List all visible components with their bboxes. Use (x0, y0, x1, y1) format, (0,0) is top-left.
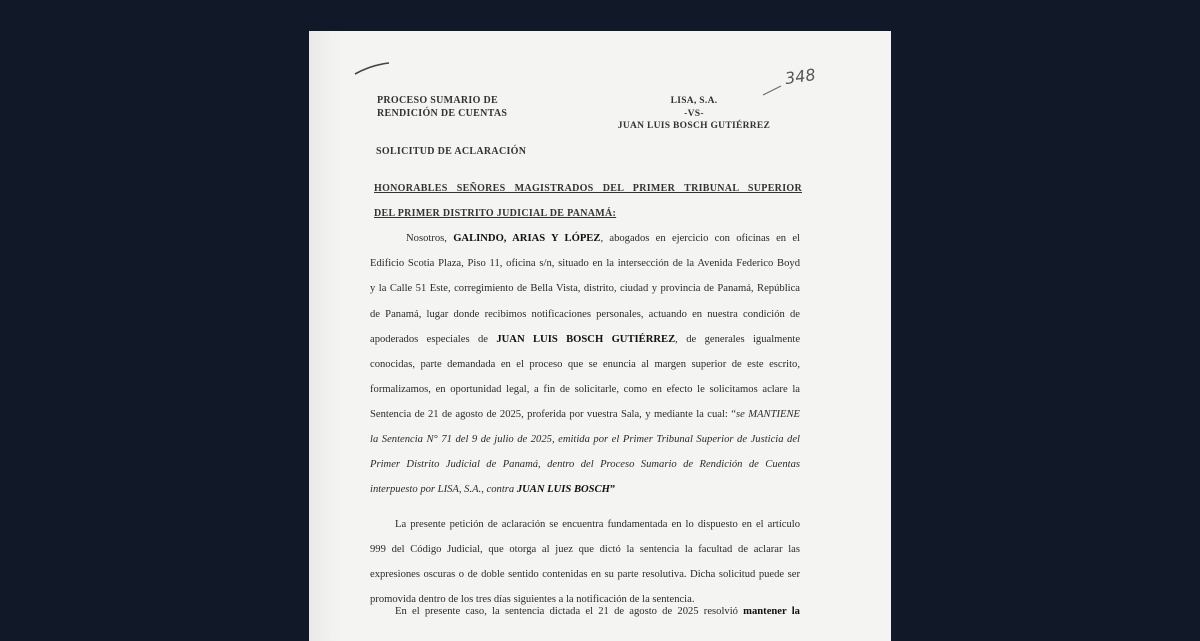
text-segment: En el presente caso, la sentencia dictada el 21 de agosto de 2025 resolvió (395, 606, 744, 617)
paragraph-2-line (370, 543, 800, 556)
text-segment: la Sentencia N° 71 del 9 de julio de 2025, emitida por el Primer Tribunal Superior de Justicia del (370, 434, 800, 445)
paragraph-1-line (406, 232, 800, 245)
text-segment: Nosotros, (406, 233, 454, 244)
text-segment: expresiones oscuras o de doble sentido contenidas en su parte resolutiva. Dicha solicitud puede ser (370, 569, 800, 580)
addressee-line: HONORABLES SEÑORES MAGISTRADOS DEL PRIMER TRIBUNAL SUPERIOR (374, 183, 802, 194)
handwritten-check-mark (353, 61, 393, 77)
addressee-line: DEL PRIMER DISTRITO JUDICIAL DE PANAMÁ: (374, 208, 617, 219)
text-segment: GALINDO, ARIAS Y LÓPEZ (453, 233, 601, 244)
text-segment: mantener la (743, 606, 800, 617)
text-segment: JUAN LUIS BOSCH (516, 484, 610, 495)
parties-header (549, 95, 839, 133)
defendant: JUAN LUIS BOSCH GUTIÉRREZ (617, 121, 771, 131)
text-segment: 999 del Código Judicial, que otorga al juez que dictó la sentencia la facultad de aclarar las (370, 544, 800, 555)
case-type-line: RENDICIÓN DE CUENTAS (377, 107, 508, 119)
versus: -VS- (684, 108, 704, 119)
paragraph-1-line (370, 433, 800, 446)
paragraph-1-line (370, 458, 800, 471)
paragraph-2-line (370, 568, 800, 581)
paragraph-3-line (395, 605, 800, 618)
text-segment: interpuesto por LISA, S.A., contra (370, 484, 517, 495)
handwritten-page-number: 348 (783, 64, 817, 89)
text-segment: JUAN LUIS BOSCH GUTIÉRREZ (496, 334, 676, 345)
scanned-document-page (309, 31, 891, 641)
text-segment: La presente petición de aclaración se encuentra fundamentada en lo dispuesto en el artículo (395, 519, 800, 530)
paragraph-1-line (370, 257, 800, 270)
text-segment: Sentencia de 21 de agosto de 2025, proferida por vuestra Sala, y mediante la cual: “ (370, 409, 736, 420)
paragraph-1-line (370, 333, 800, 346)
paragraph-1-line (370, 483, 800, 496)
paragraph-2-line (395, 518, 800, 531)
text-segment: apoderados especiales de (370, 334, 497, 345)
text-segment: Primer Distrito Judicial de Panamá, dentro del Proceso Sumario de Rendición de Cuentas (370, 459, 800, 470)
text-segment: y la Calle 51 Este, corregimiento de Bella Vista, distrito, ciudad y provincia de Panamá, República (370, 283, 800, 294)
text-segment: , de generales igualmente (675, 334, 801, 345)
paragraph-1-line (370, 358, 800, 371)
paragraph-1-line (370, 308, 800, 321)
text-segment: ” (609, 484, 616, 495)
text-segment: de Panamá, lugar donde recibimos notificaciones personales, actuando en nuestra condición de (370, 309, 800, 320)
text-segment: formalizamos, en oportunidad legal, a fin de solicitarle, como en efecto le solicitamos aclare la (370, 384, 800, 395)
paragraph-1-line (370, 408, 800, 421)
text-segment: conocidas, parte demandada en el proceso que se enuncia al margen superior de este escrito, (370, 359, 800, 370)
paragraph-1-line (370, 383, 800, 396)
case-type-line: PROCESO SUMARIO DE (377, 95, 498, 106)
plaintiff: LISA, S.A. (670, 96, 718, 106)
text-segment: promovida dentro de los tres días siguientes a la notificación de la sentencia. (370, 594, 695, 605)
document-title: SOLICITUD DE ACLARACIÓN (376, 146, 527, 157)
text-segment: Edificio Scotia Plaza, Piso 11, oficina s/n, situado en la intersección de la Avenida Federico Boyd (370, 258, 800, 269)
case-type-header (377, 95, 507, 120)
paragraph-1-line (370, 282, 800, 295)
text-segment: se MANTIENE (735, 409, 800, 420)
text-segment: , abogados en ejercicio con oficinas en el (600, 233, 800, 244)
